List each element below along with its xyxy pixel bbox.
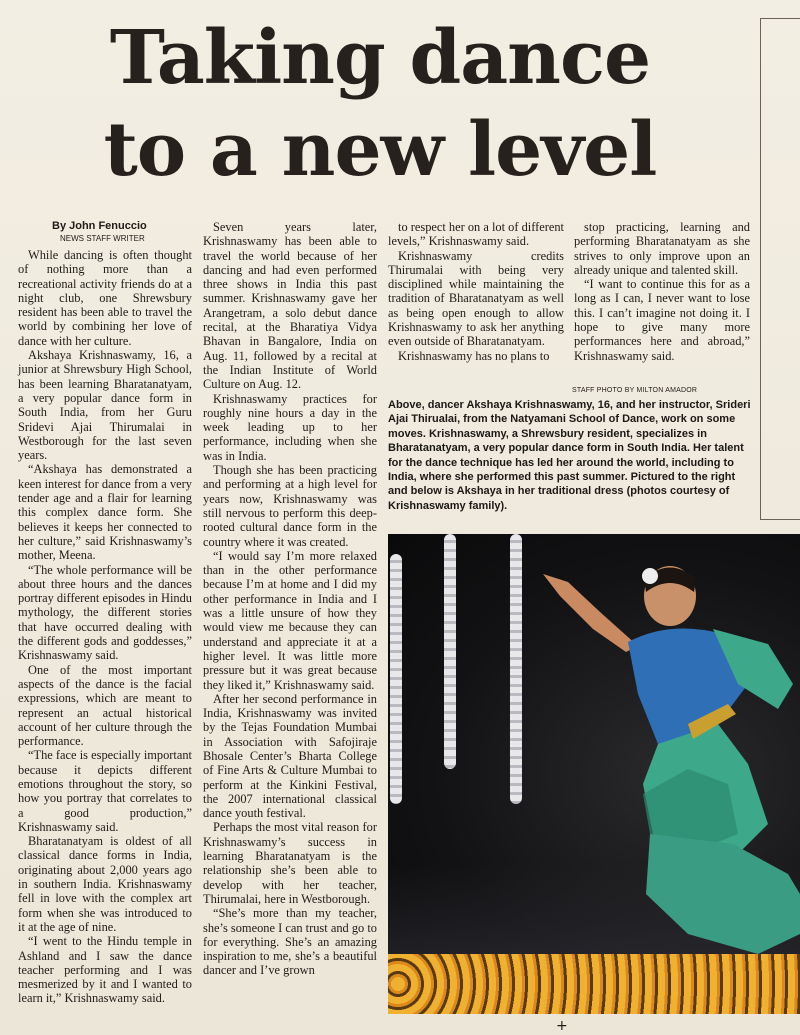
headline-line-1: Taking dance — [109, 15, 651, 101]
article-column-2 — [203, 220, 377, 978]
paragraph: “The whole performance will be about three hours and the dances portray different episodes in Hindu mythology, the different stories that have occurred dealing with the different gods and goddesses,” Krishnaswamy said. — [18, 562, 192, 663]
photo-caption: Above, dancer Akshaya Krishnaswamy, 16, and her instructor, Srideri Ajai Thirualai, from the Natyamani School of Dance, work on some moves. Krishnaswamy, a Shrewsbury resident, specializes in Bharatanatyam, a very popular dance form in South India. Her talent for the dance technique has led her around the world, including to India, where she performed this past summer. Pictured to the right and below is Akshaya in her traditional dress (photos courtesy of Krishnaswamy family). — [388, 399, 751, 512]
paragraph: “She’s more than my teacher, she’s someone I can trust and go to for everything. She’s an amazing inspiration to me, she’s a beautiful dancer and I’ve grown — [203, 906, 377, 978]
paragraph: One of the most important aspects of the dance is the facial expressions, which are meant to represent an actual historical account of her culture through the performance. — [18, 662, 192, 749]
paragraph: After her second performance in India, Krishnaswamy was invited by the Tejas Foundation Mumbai in Association with Safojiraje Bhosale Center’s Bharta College of Fine Arts & Culture Mumbai to perform at the Kinkini Festival, the 2007 international classical dance youth festival. — [203, 691, 377, 821]
photo-credit: STAFF PHOTO BY MILTON AMADOR — [572, 387, 698, 394]
article-column-3 — [388, 220, 564, 363]
paragraph: While dancing is often thought of nothing more than a recreational activity friends do at a night club, one Shrewsbury resident has been able to travel the world by combining her love of dance with her culture. — [18, 248, 192, 348]
paragraph: “I would say I’m more relaxed than in the other performance because I’m at home and I did my other performance in India and I was a little unsure of how they would view me because they can understand and appreciate it at a higher level. It was little more pressure but it was great because they liked it,” Krishnaswamy said. — [203, 548, 377, 692]
stage-flowers — [388, 954, 800, 1014]
paragraph: Though she has been practicing and performing at a high level for years now, Krishnaswamy was still nervous to perform this deep-rooted cultural dance form in the country where it was created. — [203, 463, 377, 549]
paragraph: to respect her on a lot of different levels,” Krishnaswamy said. — [388, 220, 564, 249]
paragraph: “The face is especially important because it depicts different emotions throughout the story, so how you portray that correlates to a good production,” Krishnaswamy said. — [18, 748, 192, 834]
paragraph: “Akshaya has demonstrated a keen interest for dance from a very tender age and a flair for learning this complex dance form. She believes it keeps her connected to her culture,” said Krishnaswamy’s mother, Meena. — [18, 462, 192, 563]
article-column-1 — [18, 248, 192, 1006]
paragraph: Bharatanatyam is oldest of all classical dance forms in India, originating about 2,000 years ago in southern India. Krishnaswamy fell in love with the complex art form when she was introduced to it at the age of nine. — [18, 834, 192, 934]
paragraph: Krishnaswamy practices for roughly nine hours a day in the week leading up to her performance, including when she was in India. — [203, 391, 377, 463]
paragraph: Krishnaswamy credits Thirumalai with being very disciplined while maintaining the tradition of Bharatanatyam as well as being open enough to allow Krishnaswamy to ask her anything even outside of Bharatanatyam. — [388, 248, 564, 349]
paragraph: “I want to continue this for as a long as I can, I never want to lose this. I can’t imagine not doing it. I hope to give many more performances here and abroad,” Krishnaswamy said. — [574, 277, 750, 363]
dancer-photo — [388, 534, 800, 1014]
paragraph: “I went to the Hindu temple in Ashland and I saw the dance teacher performing and I was mesmerized by it and I wanted to learn it,” Krishnaswamy said. — [18, 934, 192, 1006]
paragraph: Perhaps the most vital reason for Krishnaswamy’s success in learning Bharatanatyam is the relationship she’s been able to develop with her teacher, Thirumalai, here in Westborough. — [203, 820, 377, 906]
adjacent-article-border — [760, 18, 800, 520]
crosshair-mark: + — [556, 1018, 568, 1034]
paragraph: stop practicing, learning and performing Bharatanatyam as she strives to only improve upon an already unique and talented skill. — [574, 220, 750, 277]
byline-author: By John Fenuccio — [52, 220, 147, 232]
paragraph: Akshaya Krishnaswamy, 16, a junior at Shrewsbury High School, has been learning Bharatanatyam, a very popular dance form in South India, from her Guru Sridevi Ajai Thirumalai in Westborough for the last seven years. — [18, 348, 192, 463]
dancer-figure — [388, 534, 800, 1014]
headline-line-2: to a new level — [103, 107, 657, 193]
article-column-4 — [574, 220, 750, 363]
byline-role: NEWS STAFF WRITER — [60, 234, 145, 243]
paragraph: Seven years later, Krishnaswamy has been able to travel the world because of her dancing and had even performed three shows in India this past summer. Krishnaswamy gave her Arangetram, a solo debut dance recital, at the Bharatiya Vidya Bhavan in Bangalore, India on Aug. 11, followed by a recital at the Indian Institute of World Culture on Aug. 12. — [203, 220, 377, 392]
paragraph: Krishnaswamy has no plans to — [398, 348, 550, 363]
headline — [0, 12, 760, 196]
